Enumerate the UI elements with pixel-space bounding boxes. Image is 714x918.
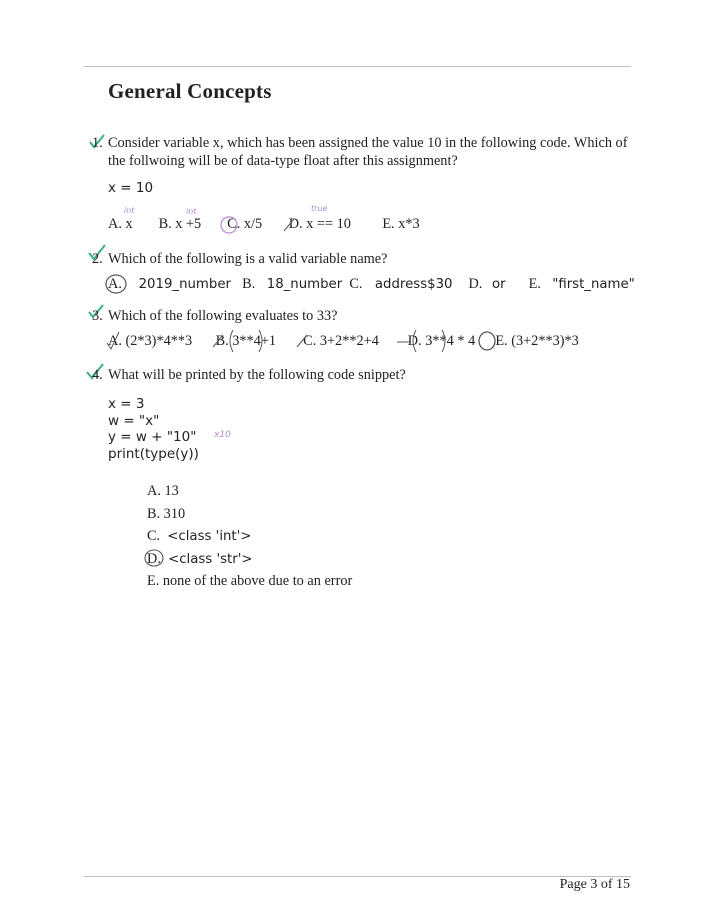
question-number: 4. (92, 367, 103, 383)
code-line: x = 3 (108, 396, 145, 412)
option-b[interactable]: B. x +5 (158, 216, 202, 232)
answer-options (108, 276, 635, 293)
option-a[interactable]: A. 13 (147, 483, 179, 499)
question-number: 1. (92, 135, 103, 151)
strike-mark (396, 336, 410, 348)
handwritten-note: true (311, 204, 328, 213)
section-title: General Concepts (108, 79, 272, 103)
strike-mark (295, 333, 309, 349)
code-snippet (108, 396, 199, 462)
answer-options (108, 333, 579, 350)
option-c-label[interactable]: C. (349, 276, 363, 292)
footer-rule (84, 876, 631, 877)
option-c[interactable]: C. 3+2**2+4 (303, 333, 379, 349)
option-d[interactable] (147, 551, 352, 574)
option-a-label[interactable]: A. (108, 276, 122, 292)
option-d[interactable]: D. x == 10 (288, 216, 351, 232)
option-c-label: C. (147, 528, 161, 544)
option-a[interactable]: A. (2*3)*4**3 (108, 333, 193, 349)
page-number: Page 3 of 15 (559, 877, 630, 892)
option-d[interactable]: D. 3**4 * 4 (407, 333, 476, 349)
header-rule (84, 66, 631, 67)
question-number: 3. (92, 308, 103, 324)
option-a[interactable]: 2019_number (138, 277, 231, 292)
option-c[interactable]: C. x/5 (227, 216, 263, 232)
code-snippet: x = 10 (108, 180, 154, 196)
option-b[interactable]: 18_number (266, 277, 343, 292)
question-2 (92, 250, 388, 268)
question-1 (92, 134, 628, 170)
option-d-text: <class 'str'> (168, 551, 253, 567)
answer-options (147, 483, 352, 596)
option-b-label[interactable]: B. (242, 276, 256, 292)
option-d[interactable]: or (492, 277, 506, 292)
option-d-label: D. (147, 550, 161, 567)
answer-options (108, 216, 420, 233)
handwritten-note: x10 (214, 430, 231, 440)
circle-mark (219, 215, 239, 235)
handwritten-note: int (124, 206, 135, 215)
circle-mark (143, 548, 165, 568)
paren-mark (227, 328, 267, 354)
option-b[interactable]: B. 310 (147, 505, 186, 522)
circle-mark (476, 329, 498, 353)
option-e[interactable]: "first_name" (552, 277, 635, 292)
code-line: w = "x" (108, 412, 160, 429)
circle-mark (104, 273, 128, 295)
option-e-label[interactable]: E. (528, 276, 541, 292)
option-c[interactable] (147, 528, 352, 551)
strike-mark (211, 333, 225, 349)
question-text: the follwoing will be of data-type float after this assignment? (108, 153, 458, 169)
option-e[interactable]: E. x*3 (382, 216, 420, 232)
option-e[interactable]: E. (3+2**3)*3 (495, 333, 579, 349)
strike-mark (106, 331, 120, 351)
question-text: Which of the following evaluates to 33? (108, 308, 338, 324)
question-text: Consider variable x, which has been assigned the value 10 in the following code. Which of (108, 135, 628, 151)
question-text: Which of the following is a valid variable name? (108, 251, 388, 267)
strike-mark (282, 217, 296, 233)
paren-mark (410, 328, 450, 354)
option-a[interactable]: A. x (108, 216, 133, 232)
option-e[interactable]: E. none of the above due to an error (147, 573, 353, 589)
option-c[interactable]: address$30 (374, 277, 453, 292)
code-line: print(type(y)) (108, 445, 199, 462)
option-b[interactable]: B. 3**4+1 (215, 333, 277, 349)
option-d-label[interactable]: D. (468, 276, 483, 292)
option-c-text: <class 'int'> (167, 529, 252, 544)
question-4 (92, 366, 406, 384)
handwritten-note: int (186, 207, 197, 216)
question-3 (92, 307, 338, 325)
question-text: What will be printed by the following code snippet? (108, 367, 406, 383)
code-line: y = w + "10" (108, 429, 197, 445)
question-number: 2. (92, 251, 103, 267)
